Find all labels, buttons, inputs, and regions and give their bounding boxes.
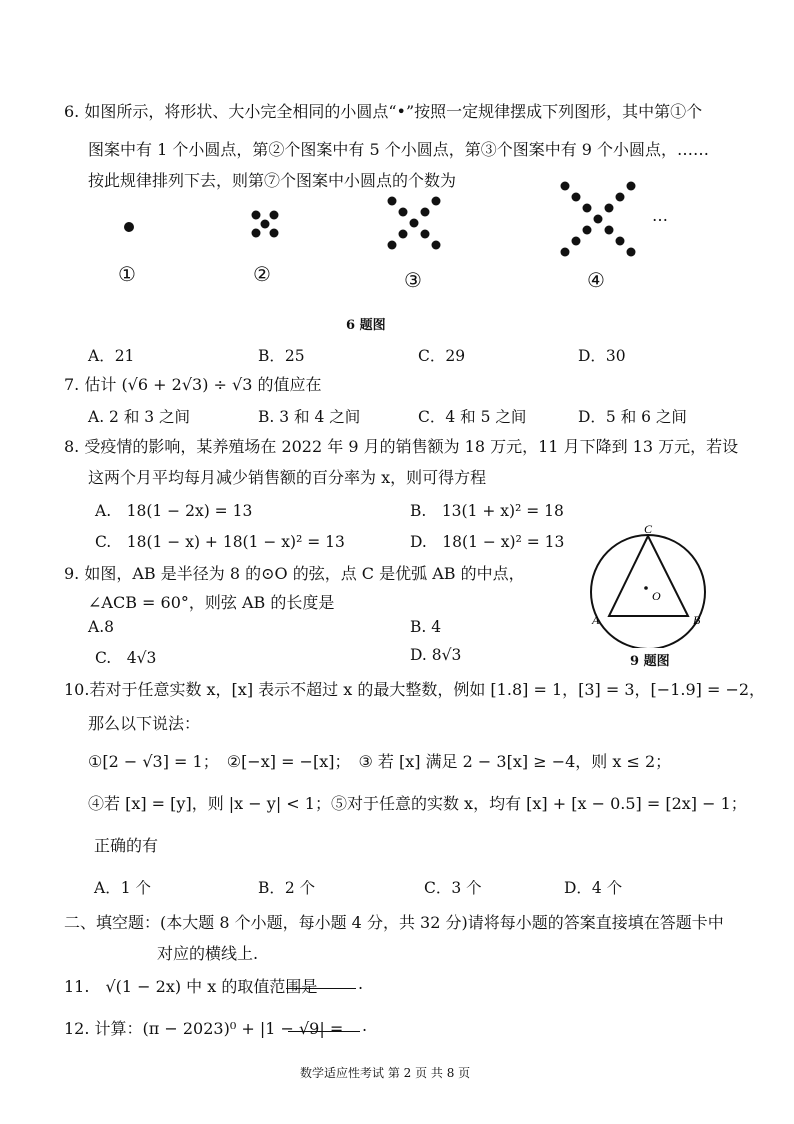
q8-line1: 8. 受疫情的影响，某养殖场在 2022 年 9 月的销售额为 18 万元，11 月下降到 13 万元，若设 (64, 437, 739, 456)
pattern-4-dots (561, 182, 636, 257)
q10-option-a: A．1 个 (94, 879, 151, 897)
q6-line1: 6. 如图所示，将形状、大小完全相同的小圆点“•”按照一定规律摆成下列图形，其中第①个 (64, 102, 703, 121)
pattern-1-dots (124, 222, 134, 232)
q6-option-d: D．30 (578, 347, 626, 365)
q9-option-a: A.8 (88, 618, 114, 636)
q6-option-b: B．25 (258, 347, 305, 365)
q11-period: . (358, 974, 364, 993)
q8-option-b: B. 13(1 + x)² = 18 (410, 502, 564, 520)
q12-period: . (362, 1016, 368, 1035)
q7-option-a: A. 2 和 3 之间 (88, 408, 191, 426)
q6-line2: 图案中有 1 个小圆点，第②个图案中有 5 个小圆点，第③个图案中有 9 个小圆点，…… (88, 140, 710, 159)
q8-option-d: D. 18(1 − x)² = 13 (410, 533, 565, 551)
q8-option-c: C. 18(1 − x) + 18(1 − x)² = 13 (95, 533, 345, 551)
pattern-label-2: ② (253, 262, 271, 286)
section2-heading: 二、填空题：(本大题 8 个小题，每小题 4 分，共 32 分)请将每小题的答案直接填在答题卡中 (64, 913, 724, 932)
q10-option-d: D．4 个 (564, 879, 623, 897)
pattern-label-1: ① (118, 262, 136, 286)
q8-option-a: A. 18(1 − 2x) = 13 (95, 502, 253, 520)
page-footer: 数学适应性考试 第 2 页 共 8 页 (300, 1066, 471, 1080)
q7-option-d: D．5 和 6 之间 (578, 408, 687, 426)
q10-option-b: B．2 个 (258, 879, 316, 897)
pattern-label-3: ③ (404, 268, 422, 292)
label-c: C (644, 522, 653, 536)
q10-statements-1: ①[2 − √3] = 1； ②[−x] = −[x]； ③ 若 [x] 满足 2 − 3[x] ≥ −4，则 x ≤ 2； (88, 752, 672, 771)
q7-option-c: C．4 和 5 之间 (418, 408, 527, 426)
q9-line1: 9. 如图，AB 是半径为 8 的⊙O 的弦，点 C 是优弧 AB 的中点， (64, 564, 525, 583)
q6-line3: 按此规律排列下去，则第⑦个图案中小圆点的个数为 (88, 171, 457, 190)
label-o: O (652, 589, 661, 603)
pattern-ellipsis: … (652, 206, 670, 225)
pattern-2-dots (252, 211, 279, 238)
center-point-o (644, 586, 648, 590)
circle-o (591, 535, 705, 648)
label-a: A (592, 613, 600, 627)
q7-option-b: B. 3 和 4 之间 (258, 408, 361, 426)
q6-dot-patterns-figure (100, 178, 700, 298)
q9-line2: ∠ACB = 60°，则弦 AB 的长度是 (88, 593, 335, 612)
q9-figure-caption: 9 题图 (630, 654, 670, 669)
q10-prompt: 正确的有 (94, 836, 159, 855)
q9-option-c: C. 4√3 (95, 649, 157, 667)
label-b: B (693, 613, 701, 627)
q10-statements-2: ④若 [x] = [y]，则 |x − y| < 1；⑤对于任意的实数 x，均有 [x] + [x − 0.5] = [2x] − 1； (88, 794, 747, 813)
q8-line2: 这两个月平均每月减少销售额的百分率为 x，则可得方程 (88, 468, 487, 487)
q6-option-c: C．29 (418, 347, 466, 365)
q10-line1: 10.若对于任意实数 x，[x] 表示不超过 x 的最大整数，例如 [1.8] = 1，[3] = 3，[−1.9] = −2， (64, 680, 766, 699)
q12-text: 12. 计算：(π − 2023)⁰ + |1 − √9| = (64, 1019, 344, 1038)
q12-answer-blank[interactable] (288, 1031, 360, 1032)
q10-line2: 那么以下说法： (88, 714, 201, 733)
q9-circle-figure (586, 520, 716, 648)
q6-option-a: A．21 (88, 347, 135, 365)
pattern-label-4: ④ (587, 268, 605, 292)
q11-answer-blank[interactable] (286, 988, 356, 989)
q7-line1: 7. 估计 (√6 + 2√3) ÷ √3 的值应在 (64, 375, 322, 394)
q6-figure-caption: 6 题图 (346, 318, 386, 333)
section2-heading-line2: 对应的横线上. (157, 944, 259, 963)
pattern-3-dots (388, 197, 441, 250)
q10-option-c: C．3 个 (424, 879, 482, 897)
q9-option-d: D. 8√3 (410, 646, 462, 664)
triangle-acb (609, 536, 688, 616)
q11-text: 11. √(1 − 2x) 中 x 的取值范围是 (64, 977, 318, 996)
q9-option-b: B. 4 (410, 618, 442, 636)
